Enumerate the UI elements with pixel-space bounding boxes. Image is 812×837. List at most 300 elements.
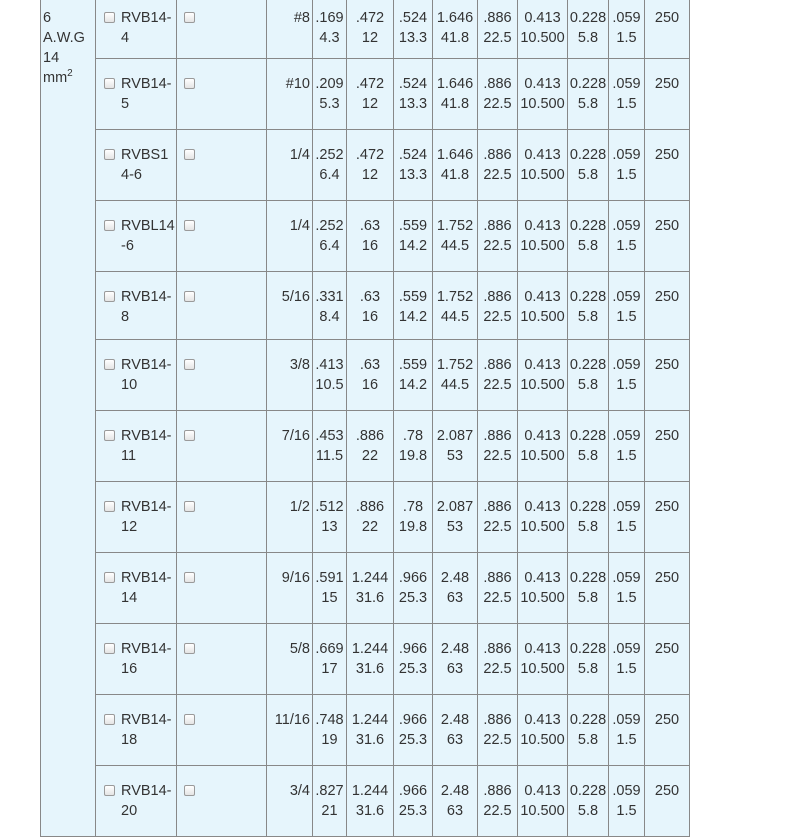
- e-dim-inch: 0.413: [524, 428, 561, 444]
- select-cell: [177, 553, 267, 624]
- width-mm: 16: [361, 238, 379, 254]
- flange-cell: [478, 0, 518, 59]
- e-dim-cell: [518, 0, 568, 59]
- thickness-inch: .059: [612, 76, 641, 92]
- barrel-cell: [394, 766, 433, 837]
- h-dim-inch: 0.228: [569, 570, 607, 586]
- select-checkbox[interactable]: [184, 572, 195, 583]
- barrel-mm: 25.3: [398, 732, 428, 748]
- width-inch: 1.244: [351, 570, 389, 586]
- stud-size: #8: [267, 0, 313, 59]
- length-mm: 63: [446, 803, 464, 819]
- thickness-inch: .059: [612, 289, 641, 305]
- part-number-cell: [96, 0, 177, 59]
- width-cell: [347, 272, 394, 340]
- select-checkbox[interactable]: [184, 643, 195, 654]
- select-checkbox[interactable]: [184, 501, 195, 512]
- e-dim-mm: 10.500: [520, 519, 565, 535]
- length-inch: 2.48: [440, 783, 470, 799]
- h-dim-mm: 5.8: [577, 661, 599, 677]
- thickness-cell: [609, 201, 645, 272]
- width-mm: 16: [361, 377, 379, 393]
- length-inch: 1.646: [436, 10, 474, 26]
- e-dim-cell: [518, 201, 568, 272]
- flange-cell: [478, 272, 518, 340]
- width-cell: [347, 130, 394, 201]
- length-inch: 1.752: [436, 218, 474, 234]
- h-dim-inch: 0.228: [569, 76, 607, 92]
- stud-size: 9/16: [267, 553, 313, 624]
- width-mm: 22: [361, 448, 379, 464]
- barrel-inch: .559: [398, 357, 428, 373]
- flange-mm: 22.5: [483, 377, 512, 393]
- package-qty: 250: [645, 553, 690, 624]
- part-checkbox[interactable]: [104, 572, 115, 583]
- width-mm: 16: [361, 309, 379, 325]
- flange-cell: [478, 624, 518, 695]
- width-inch: .63: [359, 289, 381, 305]
- length-cell: [433, 766, 478, 837]
- select-checkbox[interactable]: [184, 12, 195, 23]
- part-number: RVB14-4: [121, 10, 172, 46]
- length-cell: [433, 0, 478, 59]
- stud-size: 1/4: [267, 201, 313, 272]
- hole-dia-cell: [313, 0, 347, 59]
- flange-mm: 22.5: [483, 167, 512, 183]
- length-cell: [433, 553, 478, 624]
- width-mm: 12: [361, 167, 379, 183]
- flange-inch: .886: [483, 641, 512, 657]
- hole-dia-cell: [313, 59, 347, 130]
- part-checkbox[interactable]: [104, 78, 115, 89]
- select-checkbox[interactable]: [184, 149, 195, 160]
- h-dim-cell: [568, 482, 609, 553]
- e-dim-inch: 0.413: [524, 76, 561, 92]
- length-inch: 2.48: [440, 641, 470, 657]
- part-number: RVB14-12: [121, 499, 172, 535]
- length-cell: [433, 340, 478, 411]
- table-row: [41, 553, 690, 624]
- barrel-inch: .78: [402, 428, 424, 444]
- hole-dia-mm: 6.4: [319, 238, 340, 254]
- hole-dia-inch: .827: [315, 783, 344, 799]
- flange-mm: 22.5: [483, 732, 512, 748]
- e-dim-inch: 0.413: [524, 783, 561, 799]
- length-mm: 44.5: [440, 309, 470, 325]
- barrel-inch: .966: [398, 712, 428, 728]
- e-dim-mm: 10.500: [520, 30, 565, 46]
- table-body: [41, 0, 690, 837]
- thickness-mm: 1.5: [616, 590, 637, 606]
- flange-inch: .886: [483, 357, 512, 373]
- stud-size: 5/8: [267, 624, 313, 695]
- width-cell: [347, 411, 394, 482]
- e-dim-cell: [518, 482, 568, 553]
- hole-dia-mm: 21: [321, 803, 338, 819]
- hole-dia-cell: [313, 272, 347, 340]
- width-cell: [347, 624, 394, 695]
- hole-dia-mm: 15: [321, 590, 338, 606]
- e-dim-cell: [518, 272, 568, 340]
- e-dim-mm: 10.500: [520, 238, 565, 254]
- length-cell: [433, 482, 478, 553]
- flange-cell: [478, 411, 518, 482]
- flange-mm: 22.5: [483, 238, 512, 254]
- select-checkbox[interactable]: [184, 785, 195, 796]
- width-cell: [347, 482, 394, 553]
- thickness-mm: 1.5: [616, 238, 637, 254]
- package-qty: 250: [645, 340, 690, 411]
- h-dim-cell: [568, 766, 609, 837]
- thickness-mm: 1.5: [616, 448, 637, 464]
- select-cell: [177, 624, 267, 695]
- h-dim-inch: 0.228: [569, 712, 607, 728]
- select-cell: [177, 482, 267, 553]
- thickness-cell: [609, 553, 645, 624]
- hole-dia-inch: .669: [315, 641, 344, 657]
- width-cell: [347, 766, 394, 837]
- flange-inch: .886: [483, 499, 512, 515]
- thickness-mm: 1.5: [616, 96, 637, 112]
- thickness-mm: 1.5: [616, 732, 637, 748]
- select-checkbox[interactable]: [184, 78, 195, 89]
- barrel-mm: 13.3: [398, 167, 428, 183]
- e-dim-cell: [518, 624, 568, 695]
- e-dim-mm: 10.500: [520, 590, 565, 606]
- table-row: [41, 340, 690, 411]
- stud-size: 7/16: [267, 411, 313, 482]
- table-row: [41, 59, 690, 130]
- length-inch: 2.087: [436, 499, 474, 515]
- part-checkbox[interactable]: [104, 714, 115, 725]
- barrel-cell: [394, 130, 433, 201]
- length-mm: 44.5: [440, 238, 470, 254]
- hole-dia-mm: 10.5: [315, 377, 344, 393]
- part-number: RVB14-8: [121, 289, 172, 325]
- hole-dia-mm: 6.4: [319, 167, 340, 183]
- flange-mm: 22.5: [483, 96, 512, 112]
- part-number-cell: [96, 766, 177, 837]
- barrel-inch: .559: [398, 289, 428, 305]
- length-mm: 44.5: [440, 377, 470, 393]
- e-dim-inch: 0.413: [524, 570, 561, 586]
- flange-cell: [478, 695, 518, 766]
- part-number: RVB14-10: [121, 357, 172, 393]
- h-dim-mm: 5.8: [577, 519, 599, 535]
- part-checkbox[interactable]: [104, 785, 115, 796]
- thickness-mm: 1.5: [616, 309, 637, 325]
- length-inch: 2.48: [440, 712, 470, 728]
- flange-cell: [478, 766, 518, 837]
- h-dim-mm: 5.8: [577, 732, 599, 748]
- e-dim-inch: 0.413: [524, 218, 561, 234]
- thickness-cell: [609, 624, 645, 695]
- barrel-mm: 25.3: [398, 803, 428, 819]
- thickness-cell: [609, 272, 645, 340]
- width-inch: .472: [355, 10, 385, 26]
- length-mm: 41.8: [440, 96, 470, 112]
- flange-mm: 22.5: [483, 661, 512, 677]
- flange-cell: [478, 553, 518, 624]
- flange-inch: .886: [483, 10, 512, 26]
- thickness-inch: .059: [612, 10, 641, 26]
- width-cell: [347, 553, 394, 624]
- width-cell: [347, 201, 394, 272]
- width-cell: [347, 0, 394, 59]
- part-number: RVB14-18: [121, 712, 172, 748]
- width-mm: 12: [361, 30, 379, 46]
- e-dim-mm: 10.500: [520, 803, 565, 819]
- select-cell: [177, 201, 267, 272]
- select-cell: [177, 272, 267, 340]
- part-checkbox[interactable]: [104, 359, 115, 370]
- width-inch: 1.244: [351, 712, 389, 728]
- length-cell: [433, 695, 478, 766]
- part-checkbox[interactable]: [104, 220, 115, 231]
- thickness-inch: .059: [612, 428, 641, 444]
- h-dim-mm: 5.8: [577, 309, 599, 325]
- length-inch: 2.48: [440, 570, 470, 586]
- length-cell: [433, 59, 478, 130]
- flange-inch: .886: [483, 147, 512, 163]
- width-inch: .886: [355, 499, 385, 515]
- flange-inch: .886: [483, 428, 512, 444]
- e-dim-mm: 10.500: [520, 167, 565, 183]
- hole-dia-inch: .413: [315, 357, 344, 373]
- width-inch: .472: [355, 76, 385, 92]
- width-mm: 12: [361, 96, 379, 112]
- length-cell: [433, 201, 478, 272]
- part-checkbox[interactable]: [104, 501, 115, 512]
- table-row: [41, 482, 690, 553]
- barrel-cell: [394, 695, 433, 766]
- part-number-cell: [96, 201, 177, 272]
- part-number-cell: [96, 553, 177, 624]
- length-inch: 1.646: [436, 76, 474, 92]
- e-dim-mm: 10.500: [520, 448, 565, 464]
- length-mm: 63: [446, 661, 464, 677]
- select-checkbox[interactable]: [184, 430, 195, 441]
- length-inch: 1.646: [436, 147, 474, 163]
- part-number-cell: [96, 130, 177, 201]
- stud-size: 5/16: [267, 272, 313, 340]
- e-dim-inch: 0.413: [524, 712, 561, 728]
- table-row: [41, 201, 690, 272]
- table-row: [41, 695, 690, 766]
- width-mm: 31.6: [355, 803, 385, 819]
- barrel-cell: [394, 272, 433, 340]
- part-number-cell: [96, 695, 177, 766]
- e-dim-inch: 0.413: [524, 147, 561, 163]
- part-checkbox[interactable]: [104, 643, 115, 654]
- package-qty: 250: [645, 482, 690, 553]
- hole-dia-inch: .591: [315, 570, 344, 586]
- h-dim-inch: 0.228: [569, 499, 607, 515]
- thickness-inch: .059: [612, 499, 641, 515]
- width-inch: 1.244: [351, 783, 389, 799]
- barrel-mm: 25.3: [398, 661, 428, 677]
- part-number: RVB14-20: [121, 783, 172, 819]
- mm2-label: mm: [43, 70, 68, 86]
- barrel-mm: 14.2: [398, 309, 428, 325]
- stud-size: 1/2: [267, 482, 313, 553]
- thickness-cell: [609, 695, 645, 766]
- package-qty: 250: [645, 59, 690, 130]
- h-dim-cell: [568, 272, 609, 340]
- width-inch: .886: [355, 428, 385, 444]
- width-inch: 1.244: [351, 641, 389, 657]
- barrel-cell: [394, 201, 433, 272]
- stud-size: 1/4: [267, 130, 313, 201]
- length-mm: 53: [446, 448, 464, 464]
- hole-dia-cell: [313, 553, 347, 624]
- hole-dia-mm: 13: [321, 519, 338, 535]
- flange-inch: .886: [483, 76, 512, 92]
- hole-dia-inch: .331: [315, 289, 344, 305]
- select-checkbox[interactable]: [184, 220, 195, 231]
- part-number-cell: [96, 482, 177, 553]
- e-dim-inch: 0.413: [524, 499, 561, 515]
- thickness-inch: .059: [612, 218, 641, 234]
- package-qty: 250: [645, 0, 690, 59]
- e-dim-mm: 10.500: [520, 661, 565, 677]
- length-inch: 1.752: [436, 289, 474, 305]
- length-mm: 41.8: [440, 30, 470, 46]
- length-inch: 2.087: [436, 428, 474, 444]
- barrel-cell: [394, 411, 433, 482]
- h-dim-inch: 0.228: [569, 783, 607, 799]
- part-number: RVB14-11: [121, 428, 172, 464]
- h-dim-cell: [568, 553, 609, 624]
- width-mm: 31.6: [355, 732, 385, 748]
- barrel-mm: 25.3: [398, 590, 428, 606]
- thickness-inch: .059: [612, 357, 641, 373]
- hole-dia-mm: 11.5: [315, 448, 344, 464]
- flange-mm: 22.5: [483, 309, 512, 325]
- h-dim-cell: [568, 624, 609, 695]
- package-qty: 250: [645, 411, 690, 482]
- thickness-inch: .059: [612, 783, 641, 799]
- mm2-superscript: 2: [67, 68, 73, 80]
- hole-dia-cell: [313, 411, 347, 482]
- part-number-cell: [96, 411, 177, 482]
- barrel-mm: 19.8: [398, 519, 428, 535]
- flange-cell: [478, 59, 518, 130]
- flange-inch: .886: [483, 218, 512, 234]
- flange-mm: 22.5: [483, 590, 512, 606]
- thickness-mm: 1.5: [616, 377, 637, 393]
- h-dim-cell: [568, 201, 609, 272]
- package-qty: 250: [645, 624, 690, 695]
- flange-inch: .886: [483, 783, 512, 799]
- package-qty: 250: [645, 130, 690, 201]
- thickness-inch: .059: [612, 712, 641, 728]
- thickness-inch: .059: [612, 570, 641, 586]
- hole-dia-inch: .169: [315, 10, 344, 26]
- flange-inch: .886: [483, 712, 512, 728]
- barrel-inch: .524: [398, 147, 428, 163]
- hole-dia-mm: 8.4: [319, 309, 340, 325]
- wire-size-cell: [41, 0, 96, 837]
- width-inch: .472: [355, 147, 385, 163]
- part-checkbox[interactable]: [104, 291, 115, 302]
- hole-dia-inch: .453: [315, 428, 344, 444]
- length-mm: 53: [446, 519, 464, 535]
- barrel-inch: .559: [398, 218, 428, 234]
- stud-size: #10: [267, 59, 313, 130]
- width-inch: .63: [359, 357, 381, 373]
- barrel-mm: 13.3: [398, 30, 428, 46]
- package-qty: 250: [645, 272, 690, 340]
- width-mm: 22: [361, 519, 379, 535]
- hole-dia-cell: [313, 201, 347, 272]
- select-checkbox[interactable]: [184, 714, 195, 725]
- select-cell: [177, 411, 267, 482]
- awg-value: 6: [43, 10, 52, 26]
- select-cell: [177, 59, 267, 130]
- flange-mm: 22.5: [483, 803, 512, 819]
- barrel-inch: .966: [398, 570, 428, 586]
- e-dim-cell: [518, 695, 568, 766]
- part-checkbox[interactable]: [104, 12, 115, 23]
- h-dim-inch: 0.228: [569, 641, 607, 657]
- thickness-cell: [609, 766, 645, 837]
- e-dim-cell: [518, 130, 568, 201]
- part-checkbox[interactable]: [104, 430, 115, 441]
- width-cell: [347, 695, 394, 766]
- hole-dia-inch: .209: [315, 76, 344, 92]
- table-row: [41, 130, 690, 201]
- package-qty: 250: [645, 695, 690, 766]
- hole-dia-inch: .512: [315, 499, 344, 515]
- thickness-mm: 1.5: [616, 803, 637, 819]
- table-row: [41, 624, 690, 695]
- thickness-mm: 1.5: [616, 661, 637, 677]
- flange-cell: [478, 340, 518, 411]
- select-checkbox[interactable]: [184, 359, 195, 370]
- part-number: RVBS14-6: [121, 147, 169, 183]
- flange-inch: .886: [483, 289, 512, 305]
- length-mm: 63: [446, 590, 464, 606]
- length-cell: [433, 130, 478, 201]
- part-checkbox[interactable]: [104, 149, 115, 160]
- barrel-mm: 14.2: [398, 377, 428, 393]
- e-dim-inch: 0.413: [524, 289, 561, 305]
- barrel-cell: [394, 340, 433, 411]
- select-checkbox[interactable]: [184, 291, 195, 302]
- barrel-inch: .524: [398, 76, 428, 92]
- part-number-cell: [96, 624, 177, 695]
- h-dim-mm: 5.8: [577, 167, 599, 183]
- terminal-spec-table: [40, 0, 690, 837]
- part-number-cell: [96, 59, 177, 130]
- hole-dia-inch: .748: [315, 712, 344, 728]
- e-dim-mm: 10.500: [520, 377, 565, 393]
- h-dim-cell: [568, 130, 609, 201]
- h-dim-cell: [568, 340, 609, 411]
- length-cell: [433, 624, 478, 695]
- barrel-inch: .78: [402, 499, 424, 515]
- hole-dia-cell: [313, 482, 347, 553]
- width-cell: [347, 340, 394, 411]
- hole-dia-cell: [313, 695, 347, 766]
- part-number: RVBL14-6: [121, 218, 175, 254]
- thickness-cell: [609, 59, 645, 130]
- barrel-cell: [394, 0, 433, 59]
- length-cell: [433, 411, 478, 482]
- hole-dia-cell: [313, 340, 347, 411]
- e-dim-inch: 0.413: [524, 641, 561, 657]
